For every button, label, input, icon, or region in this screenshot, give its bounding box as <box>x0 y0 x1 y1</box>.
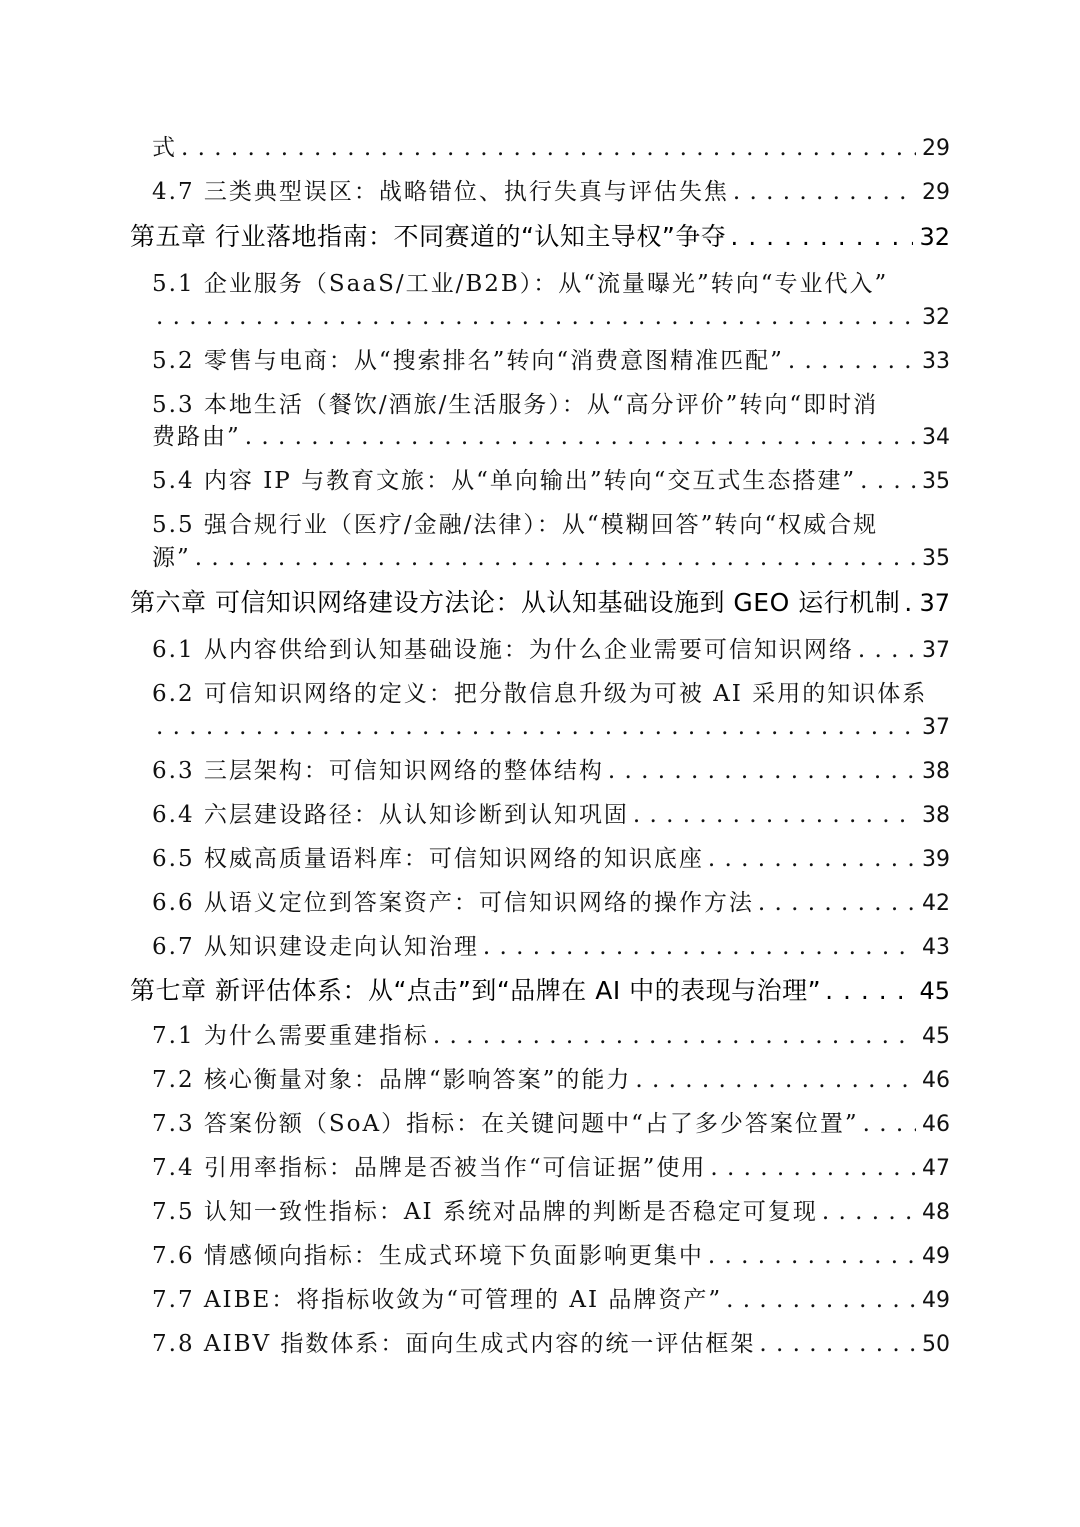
toc-entry-text: 6.4 六层建设路径：从认知诊断到认知巩固 <box>152 802 629 828</box>
leader-dots <box>708 840 916 878</box>
leader-dots <box>759 1325 916 1363</box>
toc-entry-4-6-continuation[interactable] <box>152 129 950 167</box>
toc-page-number: 45 <box>922 1024 950 1049</box>
toc-entry-text: 7.4 引用率指标：品牌是否被当作“可信证据”使用 <box>152 1155 707 1181</box>
toc-page-number: 29 <box>922 136 950 161</box>
toc-page-number: 46 <box>922 1112 950 1137</box>
leader-dots <box>863 1105 916 1143</box>
toc-entry-5-4[interactable] <box>152 462 950 500</box>
leader-dots <box>758 884 916 922</box>
toc-page-number: 34 <box>922 425 950 450</box>
toc-entry-text: 5.2 零售与电商：从“搜索排名”转向“消费意图精准匹配” <box>152 348 784 374</box>
toc-entry-6-5[interactable] <box>152 840 950 878</box>
toc-page-number: 42 <box>922 891 950 916</box>
toc-page-number: 46 <box>922 1068 950 1093</box>
toc-page-number: 37 <box>919 589 950 617</box>
toc-entry-text: 6.2 可信知识网络的定义：把分散信息升级为可被 AI 采用的知识体系 <box>152 681 928 707</box>
toc-entry-7-6[interactable] <box>152 1237 950 1275</box>
leader-dots <box>858 631 916 669</box>
toc-page-number: 48 <box>922 1200 950 1225</box>
leader-dots <box>181 129 916 167</box>
toc-entry-text: 7.2 核心衡量对象：品牌“影响答案”的能力 <box>152 1067 632 1093</box>
leader-dots <box>156 708 916 746</box>
toc-chapter-title: 第六章 可信知识网络建设方法论：从认知基础设施到 GEO 运行机制 <box>130 588 901 617</box>
toc-page-number: 37 <box>922 715 950 740</box>
leader-dots <box>825 972 913 1010</box>
toc-chapter-5[interactable] <box>130 218 950 256</box>
toc-entry-5-1-continuation[interactable] <box>152 298 950 336</box>
toc-entry-text: 4.7 三类典型误区：战略错位、执行失真与评估失焦 <box>152 179 729 205</box>
leader-dots <box>708 1237 916 1275</box>
leader-dots <box>710 1149 916 1187</box>
toc-entry-text: 6.7 从知识建设走向认知治理 <box>152 934 479 960</box>
toc-entry-6-3[interactable] <box>152 752 950 790</box>
toc-page-number: 35 <box>922 469 950 494</box>
leader-dots <box>156 298 916 336</box>
toc-page-number: 32 <box>919 223 950 251</box>
toc-entry-7-5[interactable] <box>152 1193 950 1231</box>
leader-dots <box>733 173 916 211</box>
toc-entry-text: 7.6 情感倾向指标：生成式环境下负面影响更集中 <box>152 1243 704 1269</box>
toc-entry-text: 5.1 企业服务（SaaS/工业/B2B）：从“流量曝光”转向“专业代入” <box>152 271 889 297</box>
toc-page-number: 50 <box>922 1332 950 1357</box>
toc-entry-text: 7.1 为什么需要重建指标 <box>152 1023 429 1049</box>
toc-entry-text: 7.5 认知一致性指标：AI 系统对品牌的判断是否稳定可复现 <box>152 1199 818 1225</box>
toc-entry-text: 式 <box>152 135 177 161</box>
leader-dots <box>245 418 916 456</box>
toc-entry-text: 7.7 AIBE：将指标收敛为“可管理的 AI 品牌资产” <box>152 1287 723 1313</box>
toc-entry-6-6[interactable] <box>152 884 950 922</box>
toc-page-number: 38 <box>922 759 950 784</box>
toc-page-number: 47 <box>922 1156 950 1181</box>
leader-dots <box>483 928 916 966</box>
toc-entry-4-7[interactable] <box>152 173 950 211</box>
toc-entry-text: 6.3 三层架构：可信知识网络的整体结构 <box>152 758 604 784</box>
toc-page-number: 35 <box>922 546 950 571</box>
toc-entry-6-7[interactable] <box>152 928 950 966</box>
leader-dots <box>635 1061 916 1099</box>
toc-entry-6-1[interactable] <box>152 631 950 669</box>
toc-entry-5-3-continuation[interactable] <box>152 418 950 456</box>
toc-entry-7-8[interactable] <box>152 1325 950 1363</box>
toc-entry-text: 6.5 权威高质量语料库：可信知识网络的知识底座 <box>152 846 704 872</box>
toc-entry-text: 6.6 从语义定位到答案资产：可信知识网络的操作方法 <box>152 890 754 916</box>
toc-page-number: 45 <box>919 977 950 1005</box>
toc-entry-text: 5.3 本地生活（餐饮/酒旅/生活服务）：从“高分评价”转向“即时消 <box>152 392 879 418</box>
toc-entry-text: 7.3 答案份额（SoA）指标：在关键问题中“占了多少答案位置” <box>152 1111 859 1137</box>
toc-entry-6-4[interactable] <box>152 796 950 834</box>
leader-dots <box>726 1281 916 1319</box>
toc-entry-text: 源” <box>152 545 191 571</box>
toc-entry-text: 5.4 内容 IP 与教育文旅：从“单向输出”转向“交互式生态搭建” <box>152 468 857 494</box>
toc-entry-7-3[interactable] <box>152 1105 950 1143</box>
toc-page-number: 39 <box>922 847 950 872</box>
toc-entry-7-7[interactable] <box>152 1281 950 1319</box>
toc-entry-text: 6.1 从内容供给到认知基础设施：为什么企业需要可信知识网络 <box>152 637 854 663</box>
leader-dots <box>195 539 916 577</box>
toc-page-number: 33 <box>922 349 950 374</box>
toc-page-number: 43 <box>922 935 950 960</box>
toc-entry-7-4[interactable] <box>152 1149 950 1187</box>
toc-page-number: 32 <box>922 305 950 330</box>
toc-page-number: 37 <box>922 638 950 663</box>
toc-page-number: 49 <box>922 1244 950 1269</box>
toc-entry-text: 5.5 强合规行业（医疗/金融/法律）：从“模糊回答”转向“权威合规 <box>152 512 879 538</box>
toc-entry-text: 7.8 AIBV 指数体系：面向生成式内容的统一评估框架 <box>152 1331 756 1357</box>
leader-dots <box>860 462 916 500</box>
leader-dots <box>608 752 916 790</box>
toc-entry-5-5-continuation[interactable] <box>152 539 950 577</box>
leader-dots <box>788 342 916 380</box>
toc-chapter-6[interactable] <box>130 584 950 622</box>
toc-chapter-7[interactable] <box>130 972 950 1010</box>
leader-dots <box>904 584 913 622</box>
leader-dots <box>633 796 916 834</box>
toc-entry-7-1[interactable] <box>152 1017 950 1055</box>
toc-entry-6-2-continuation[interactable] <box>152 708 950 746</box>
leader-dots <box>433 1017 916 1055</box>
toc-entry-7-2[interactable] <box>152 1061 950 1099</box>
toc-page-number: 49 <box>922 1288 950 1313</box>
toc-chapter-title: 第五章 行业落地指南：不同赛道的“认知主导权”争夺 <box>130 222 727 251</box>
toc-chapter-title: 第七章 新评估体系：从“点击”到“品牌在 AI 中的表现与治理” <box>130 976 822 1005</box>
leader-dots <box>822 1193 916 1231</box>
toc-page-number: 38 <box>922 803 950 828</box>
toc-page-number: 29 <box>922 180 950 205</box>
toc-entry-text: 费路由” <box>152 424 241 450</box>
leader-dots <box>730 218 913 256</box>
toc-entry-5-2[interactable] <box>152 342 950 380</box>
